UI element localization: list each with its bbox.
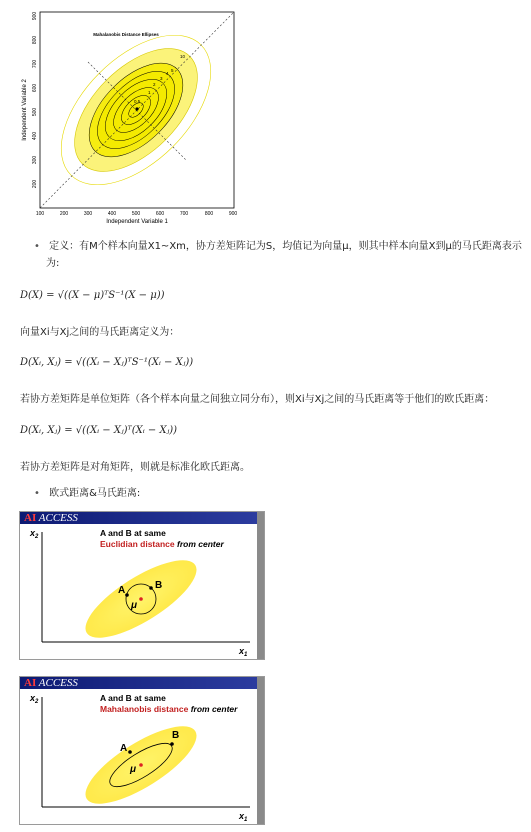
y-tick: 300 — [32, 155, 38, 165]
figure-euclidean — [19, 511, 265, 660]
y-tick: 400 — [32, 131, 38, 141]
y-axis-label — [29, 528, 39, 540]
paragraph-diagonal: 若协方差矩阵是对角矩阵，则就是标准化欧氏距离。 — [20, 462, 250, 473]
mahalanobis-ellipse-chart — [14, 4, 244, 229]
y-tick-labels — [32, 12, 38, 189]
paragraph-identity: 若协方差矩阵是单位矩阵（各个样本向量之间独立同分布），则Xi与Xj之间的马氏距离等于他们的欧氏距离： — [20, 394, 495, 405]
label-mu: μ — [130, 764, 137, 775]
point-b — [170, 742, 174, 746]
caption-line-1: A and B at same — [100, 693, 166, 703]
figure-side-strip — [257, 512, 264, 659]
contour-label: 10 — [180, 54, 186, 59]
figure-banner — [20, 512, 264, 524]
y-tick: 500 — [32, 107, 38, 117]
contour-label: 3 — [160, 76, 163, 81]
x-tick: 300 — [83, 211, 93, 217]
x-tick: 500 — [131, 211, 141, 217]
chart-title: Mahalanobis Distance Ellipses — [93, 32, 159, 37]
x-axis-label — [238, 811, 248, 823]
formula-mahalanobis: D(X) = √((X − μ)ᵀS⁻¹(X − μ)) — [20, 290, 165, 301]
caption-line-2 — [100, 539, 224, 549]
x-tick-labels — [36, 211, 238, 217]
bullet-dot: • — [34, 488, 40, 499]
contour-label: 5 — [171, 68, 174, 73]
definition-line-1: 定义：有M个样本向量X1~Xm，协方差矩阵记为S，均值记为向量μ，则其中样本向量X到μ的马氏距离表示 — [49, 241, 522, 252]
axis-sub: 2 — [35, 534, 39, 540]
bullet-dot: • — [34, 241, 40, 252]
x-tick: 600 — [155, 211, 165, 217]
contour-label: 1 — [148, 90, 151, 95]
caption-rest: from center — [188, 704, 238, 714]
axis-var: x — [239, 811, 245, 821]
banner-ai: AI — [24, 677, 37, 689]
figure-mahalanobis — [19, 676, 265, 825]
y-tick: 900 — [32, 11, 38, 21]
center-point — [139, 763, 143, 767]
y-tick: 200 — [32, 179, 38, 189]
paragraph-xi-xj: 向量Xi与Xj之间的马氏距离定义为： — [20, 327, 180, 338]
x-axis-label — [238, 646, 248, 658]
x-tick: 100 — [35, 211, 45, 217]
banner-ai: AI — [24, 512, 37, 524]
caption-line-1: A and B at same — [100, 528, 166, 538]
banner-access: ACCESS — [36, 677, 78, 689]
point-a — [128, 750, 132, 754]
axis-sub: 1 — [244, 652, 248, 658]
x-tick: 200 — [59, 211, 69, 217]
y-axis-label — [29, 693, 39, 705]
x-tick: 800 — [204, 211, 214, 217]
bullet-comparison — [34, 487, 140, 501]
caption-rest: from center — [174, 539, 224, 549]
x-axis-label: Independent Variable 1 — [106, 219, 168, 225]
comparison-label: 欧式距离&马氏距离: — [49, 488, 141, 499]
banner-access: ACCESS — [36, 512, 78, 524]
label-a: A — [118, 585, 126, 596]
label-a: A — [120, 743, 128, 754]
x-tick: 700 — [179, 211, 189, 217]
label-mu: μ — [131, 600, 138, 611]
x-tick: 900 — [228, 211, 238, 217]
axis-sub: 1 — [244, 817, 248, 823]
formula-euclidean: D(Xᵢ, Xⱼ) = √((Xᵢ − Xⱼ)ᵀ(Xᵢ − Xⱼ)) — [20, 425, 178, 436]
definition-line-2: 为: — [46, 258, 60, 269]
mahalanobis-plot — [20, 689, 256, 823]
euclidean-plot — [20, 524, 256, 658]
figure-side-strip — [257, 677, 264, 824]
y-tick: 800 — [32, 35, 38, 45]
bullet-definition — [34, 240, 522, 254]
point-a — [125, 593, 129, 597]
contour-label: 2 — [153, 82, 156, 87]
point-b — [149, 586, 153, 590]
figure-banner — [20, 677, 264, 689]
axis-var: x — [30, 528, 36, 538]
caption-red: Euclidian distance — [100, 539, 175, 549]
x-tick: 400 — [107, 211, 117, 217]
y-tick: 700 — [32, 59, 38, 69]
contour-label: 0.5 — [134, 99, 141, 104]
label-b: B — [155, 580, 163, 591]
caption-red: Mahalanobis distance — [100, 704, 189, 714]
center-point — [139, 597, 143, 601]
y-tick: 600 — [32, 83, 38, 93]
center-point — [135, 107, 138, 110]
contour-label: 4 — [166, 71, 169, 76]
formula-xi-xj: D(Xᵢ, Xⱼ) = √((Xᵢ − Xⱼ)ᵀS⁻¹(Xᵢ − Xⱼ)) — [20, 357, 194, 368]
y-axis-label: Independent Variable 2 — [22, 79, 28, 141]
axis-var: x — [30, 693, 36, 703]
label-b: B — [172, 730, 180, 741]
caption-line-2 — [100, 704, 238, 714]
axis-var: x — [239, 646, 245, 656]
axis-sub: 2 — [35, 699, 39, 705]
